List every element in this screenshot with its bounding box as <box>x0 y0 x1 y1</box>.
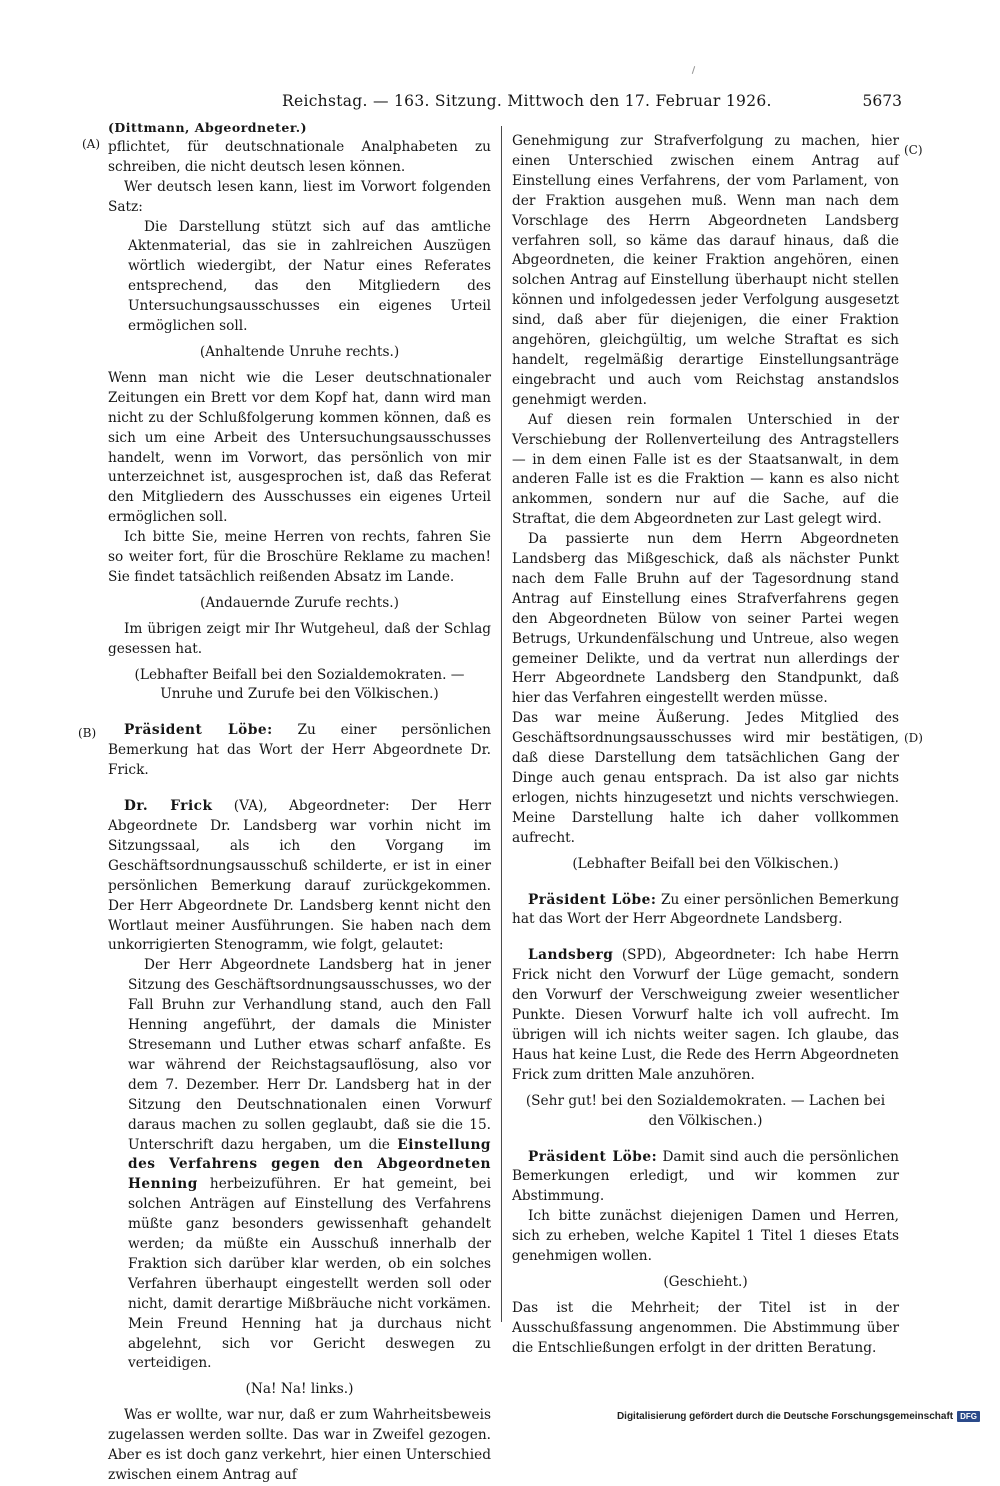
speaker-continuation: (Dittmann, Abgeordneter.) <box>108 120 308 135</box>
right-column <box>512 132 899 1359</box>
interjection: (Sehr gut! bei den Sozialdemokraten. — Lachen bei den Völkischen.) <box>525 1092 886 1129</box>
speaker-name: Präsident Löbe: <box>124 722 273 739</box>
footer-text: Digitalisierung gefördert durch die Deutsche Forschungsgemeinschaft <box>616 1411 954 1422</box>
margin-marker-d: (D) <box>904 731 923 745</box>
interjection: (Andauernde Zurufe rechts.) <box>200 594 399 611</box>
president-statement <box>108 721 491 781</box>
speech-text: (VA), Abgeordneter: Der Herr Abgeordnete Dr. Landsberg war vorhin nicht im Sitzungssaal, als ich den Vorgang im Geschäftsordnungsausschuß schilderte, er ist in einer persönlichen Bemerkung darauf zurückgekommen. Der Herr Abgeordnete Dr. Landsberg kennt nicht den Wortlaut meiner Ausführungen. Sie haben nach dem unkorrigierten Stenogramm, wie folgt, gelautet: <box>108 798 491 954</box>
president-statement <box>512 891 899 931</box>
quotation <box>128 956 491 1374</box>
quote-part: Der Herr Abgeordnete Landsberg hat in jener Sitzung des Geschäftsordnungsausschusses, wo der Fall Bruhn zur Verhandlung stand, auch den Fall Henning angeführt, der damals die Minister Stresemann und Luther etwas scharf anfaßte. Es war während der Reichstagsauflösung, also vor dem 7. Dezember. Herr Dr. Landsberg hat in der Sitzung den Deutschnationalen einen Vorwurf daraus machen zu sollen geglaubt, daß sie die 15. Unterschrift dazu hergaben, um die <box>128 957 491 1153</box>
dfg-logo: DFG <box>957 1411 980 1422</box>
speech-frick <box>108 797 491 956</box>
statement-text: Zu einer persönlichen Bemerkung hat das Wort der Herr Abgeordnete Landsberg. <box>512 891 899 928</box>
quotation: Die Darstellung stützt sich auf das amtliche Aktenmaterial, das sie in zahlreichen Auszügen wörtlich wiedergibt, der Natur eines Referates entsprechend, das den Mitgliedern des Untersuchungsausschusses ein eigenes Urteil ermöglichen soll. <box>128 218 491 335</box>
paragraph: pflichtet, für deutschnationale Analphabeten zu schreiben, die nicht deutsch lesen können. <box>108 138 491 175</box>
paragraph: Im übrigen zeigt mir Ihr Wutgeheul, daß der Schlag gesessen hat. <box>108 620 491 657</box>
paragraph: Was er wollte, war nur, daß er zum Wahrheitsbeweis zugelassen werden sollte. Das war in Zweifel gezogen. Aber es ist doch ganz verkehrt, hier einen Unterschied zwischen einem Antrag auf <box>108 1407 491 1483</box>
statement-text: Damit sind auch die persönlichen Bemerkungen erledigt, und wir kommen zur Abstimmung. <box>512 1148 899 1205</box>
speech-text: (SPD), Abgeordneter: Ich habe Herrn Frick nicht den Vorwurf der Lüge gemacht, sondern den Vorwurf der Verschweigung zweier wesentlicher Punkte. Diesen Vorwurf halte ich voll aufrecht. Im übrigen will ich nichts weiter sagen. Ich glaube, das Haus hat keine Lust, die Rede des Herrn Abgeordneten Frick zum dritten Male anzuhören. <box>512 947 899 1083</box>
column-divider <box>501 126 502 1322</box>
interjection: (Anhaltende Unruhe rechts.) <box>199 343 400 360</box>
speaker-name: Präsident Löbe: <box>528 891 657 908</box>
quote-emphasis: Einstellung des Verfahrens gegen den Abgeordneten Henning <box>128 1136 491 1193</box>
interjection: (Lebhafter Beifall bei den Völkischen.) <box>572 855 839 872</box>
page-header <box>0 92 1000 114</box>
speaker-name: Dr. Frick <box>124 798 213 815</box>
interjection: (Na! Na! links.) <box>245 1381 354 1398</box>
interjection: (Lebhafter Beifall bei den Sozialdemokraten. — Unruhe und Zurufe bei den Völkischen.) <box>134 666 465 703</box>
footer-credit <box>617 1411 980 1422</box>
paragraph: Wenn man nicht wie die Leser deutschnationaler Zeitungen ein Brett vor dem Kopf hat, dann wird man nicht zu der Schlußfolgerung kommen können, daß es sich um eine Arbeit des Untersuchungsausschusses handelt, wenn im Vorwort, das persönlich von mir unterzeichnet ist, ausgesprochen ist, daß das Referat den Mitgliedern des Ausschusses ein eigenes Urteil ermöglichen soll. <box>108 369 491 526</box>
paragraph: Da passierte nun dem Herrn Abgeordneten Landsberg das Mißgeschick, daß als nächster Punkt nach dem Falle Bruhn auf der Tagesordnung stand Antrag auf Einstellung eines Strafverfahrens gegen den Abgeordneten Bülow von seiner Partei wegen Betrugs, Urkundenfälschung und Untreue, also wegen gemeiner Delikte, und da vertrat nun allerdings der Herr Abgeordnete Landsberg den Standpunkt, daß hier das Verfahren eingestellt werden müsse. <box>512 531 899 707</box>
speaker-name: Landsberg <box>528 947 614 964</box>
margin-marker-a: (A) <box>82 137 101 151</box>
paragraph: Auf diesen rein formalen Unterschied in der Verschiebung der Rollenverteilung des Antragstellers — in dem einen Falle ist es der Staatsanwalt, in dem anderen Falle ist es die Fraktion — kann es also nicht ankommen, sondern nur auf die Sache, auf die Straftat, die dem Abgeordneten zur Last gelegt wird. <box>512 411 899 528</box>
left-column <box>108 118 491 1486</box>
margin-marker-c: (C) <box>904 143 923 157</box>
paragraph: Das war meine Äußerung. Jedes Mitglied des Geschäftsordnungsausschusses wird mir bestätigen, daß diese Darstellung dem tatsächlichen Gang der Dinge auch genau entsprach. Da ist also gar nichts erlogen, nichts hinzugesetzt und nichts verschwiegen. Meine Darstellung halte ich daher vollkommen aufrecht. <box>512 710 899 846</box>
paragraph: Ich bitte Sie, meine Herren von rechts, fahren Sie so weiter fort, für die Broschüre Reklame zu machen! Sie findet tatsächlich reißenden Absatz im Lande. <box>108 529 491 585</box>
scan-mark <box>692 66 695 74</box>
running-title: Reichstag. — 163. Sitzung. Mittwoch den 17. Februar 1926. <box>282 92 772 110</box>
speech-landsberg <box>512 946 899 1085</box>
president-statement <box>512 1148 899 1208</box>
interjection: (Geschieht.) <box>663 1273 748 1290</box>
quote-part: herbeizuführen. Er hat gemeint, bei solchen Anträgen auf Einstellung des Verfahrens müßte ganz besonders gewissenhaft gehandelt werden; da müßte ein Ausschuß innerhalb der Fraktion sich darüber klar werden, ob ein solches Verfahren überhaupt eingestellt werden soll oder nicht, damit derartige Mißbräuche nicht vorkämen. Mein Freund Henning hat ja durchaus nicht abgelehnt, sich vor Gericht deswegen zu verteidigen. <box>128 1176 491 1372</box>
paragraph: Genehmigung zur Strafverfolgung zu machen, hier einen Unterschied zwischen einem Antrag auf Einstellung eines Verfahrens, der vom Parlament, von der Fraktion ausgehen muß. Wenn man nach dem Vorschlage des Herrn Abgeordneten Landsberg verfahren soll, so käme das darauf hinaus, daß die Abgeordneten, die keiner Fraktion angehören, einen solchen Antrag auf Einstellung überhaupt nicht stellen können und infolgedessen jeder Verfolgung ausgesetzt sind, daß aber für diejenigen, die einer Fraktion angehören, gleichgültig, um welche Straftat es sich handelt, regelmäßig derartige Einstellungsanträge eingebracht und auch vom Reichstag anstandslos genehmigt werden. <box>512 133 899 408</box>
page-number: 5673 <box>862 92 902 110</box>
statement-text: Zu einer persönlichen Bemerkung hat das Wort der Herr Abgeordnete Dr. Frick. <box>108 722 492 779</box>
paragraph: Wer deutsch lesen kann, liest im Vorwort folgenden Satz: <box>108 178 491 215</box>
paragraph: Ich bitte zunächst diejenigen Damen und Herren, sich zu erheben, welche Kapitel 1 Titel 1 dieses Etats genehmigen wollen. <box>512 1208 899 1265</box>
margin-marker-b: (B) <box>78 726 97 740</box>
paragraph: Das ist die Mehrheit; der Titel ist in der Ausschußfassung angenommen. Die Abstimmung über die Entschließungen erfolgt in der dritten Beratung. <box>512 1299 899 1356</box>
speaker-name: Präsident Löbe: <box>528 1148 658 1165</box>
